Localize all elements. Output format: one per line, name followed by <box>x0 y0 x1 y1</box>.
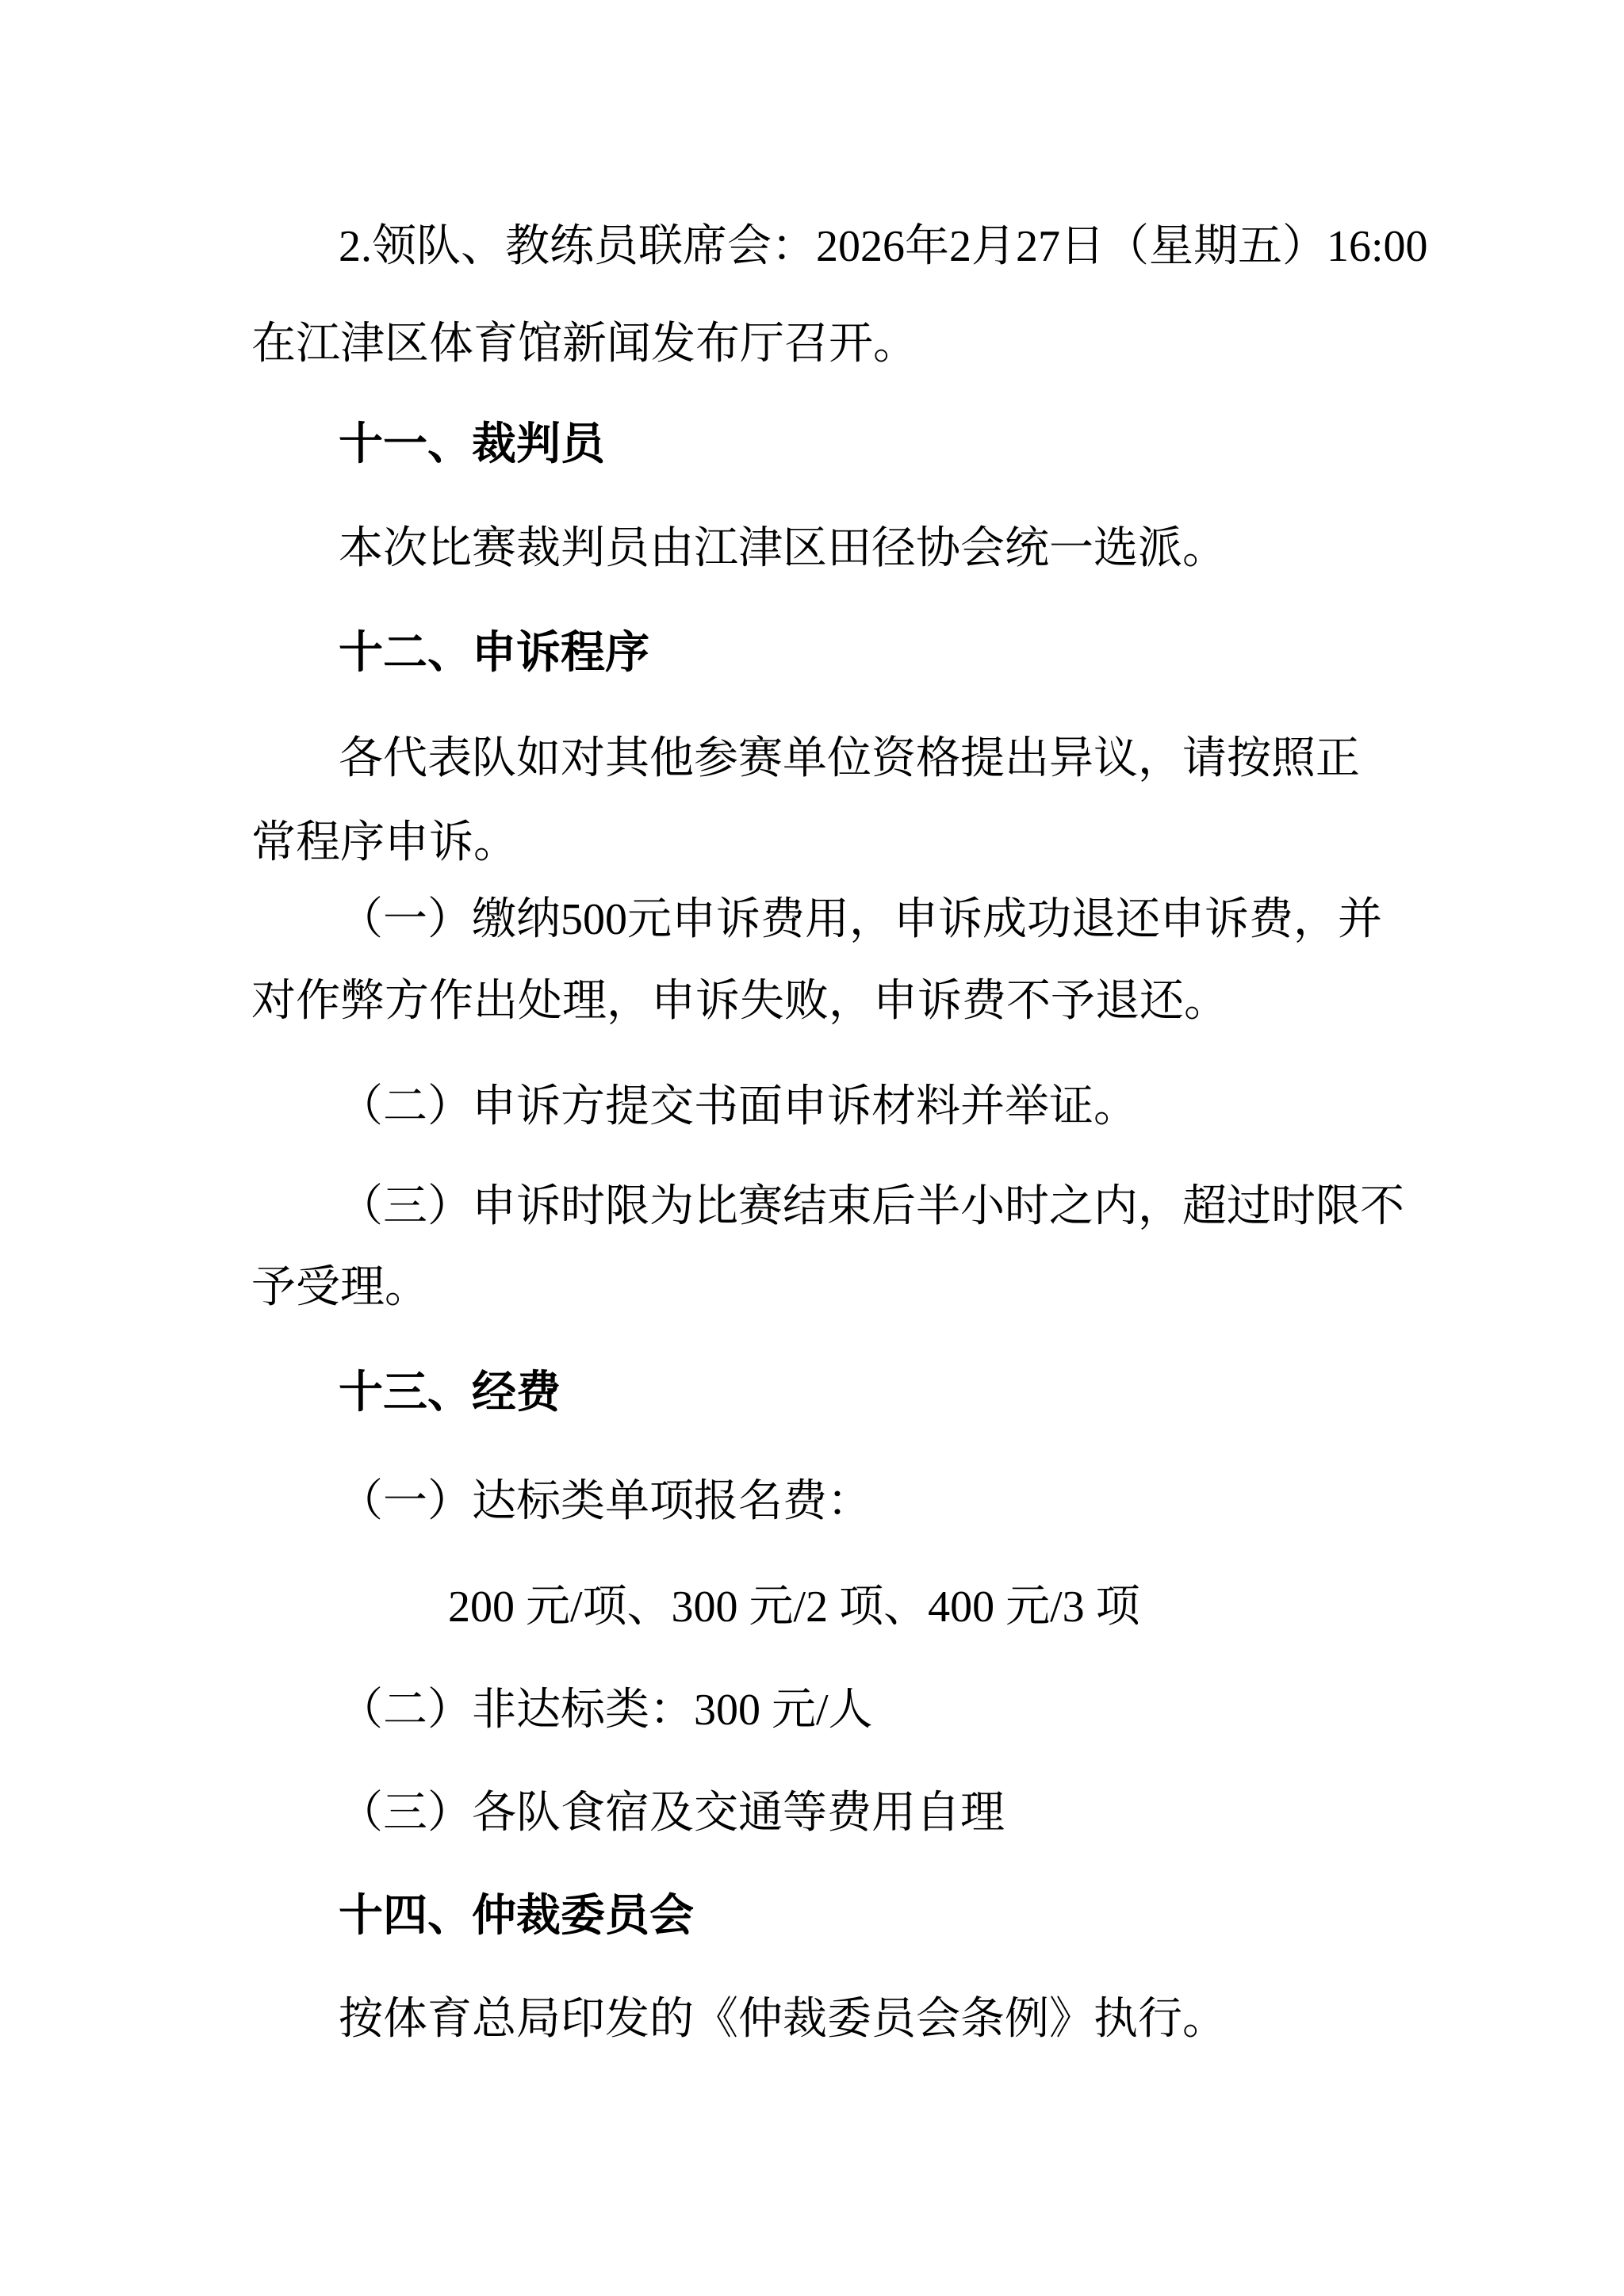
paragraph <box>251 1659 1398 1762</box>
paragraph <box>251 879 1398 1043</box>
paragraph <box>251 1166 1404 1328</box>
text-line: 予受理。 <box>251 1263 429 1312</box>
section-heading <box>251 393 1398 496</box>
paragraph <box>251 1556 1398 1659</box>
text-line: 十四、仲裁委员会 <box>339 1890 694 1942</box>
paragraph <box>251 1968 1398 2071</box>
paragraph <box>251 717 1398 885</box>
paragraph <box>251 1055 1398 1158</box>
section-heading <box>251 602 1398 705</box>
text-line: 本次比赛裁判员由江津区田径协会统一选派。 <box>339 524 1227 573</box>
paragraph <box>251 1450 1398 1553</box>
paragraph <box>251 497 1398 600</box>
text-line: 十一、裁判员 <box>339 419 605 470</box>
text-line: 对作弊方作出处理，申诉失败，申诉费不予退还。 <box>251 977 1228 1026</box>
text-line: （一）达标类单项报名费： <box>339 1477 871 1526</box>
text-line: 常程序申诉。 <box>251 818 518 867</box>
text-line: 各代表队如对其他参赛单位资格提出异议，请按照正 <box>339 734 1360 783</box>
section-heading <box>251 1341 1398 1445</box>
text-line: （三）各队食宿及交通等费用自理 <box>339 1789 1005 1838</box>
section-heading <box>251 1865 1398 1968</box>
text-line: 200 元/项、300 元/2 项、400 元/3 项 <box>448 1582 1140 1632</box>
text-line: （三）申诉时限为比赛结束后半小时之内，超过时限不 <box>339 1182 1404 1231</box>
text-line: 在江津区体育馆新闻发布厅召开。 <box>251 320 917 369</box>
text-line: （二）申诉方提交书面申诉材料并举证。 <box>339 1082 1138 1131</box>
paragraph <box>251 1762 1398 1865</box>
text-line: 十三、经费 <box>339 1367 561 1418</box>
text-line: （一）缴纳500元申诉费用，申诉成功退还申诉费，并 <box>339 895 1382 944</box>
text-line: 按体育总局印发的《仲裁委员会条例》执行。 <box>339 1995 1227 2044</box>
text-line: 2.领队、教练员联席会：2026年2月27日（星期五）16:00 <box>339 222 1428 271</box>
text-line: （二）非达标类：300 元/人 <box>339 1686 873 1735</box>
text-line: 十二、申诉程序 <box>339 627 649 679</box>
paragraph <box>251 198 1428 393</box>
